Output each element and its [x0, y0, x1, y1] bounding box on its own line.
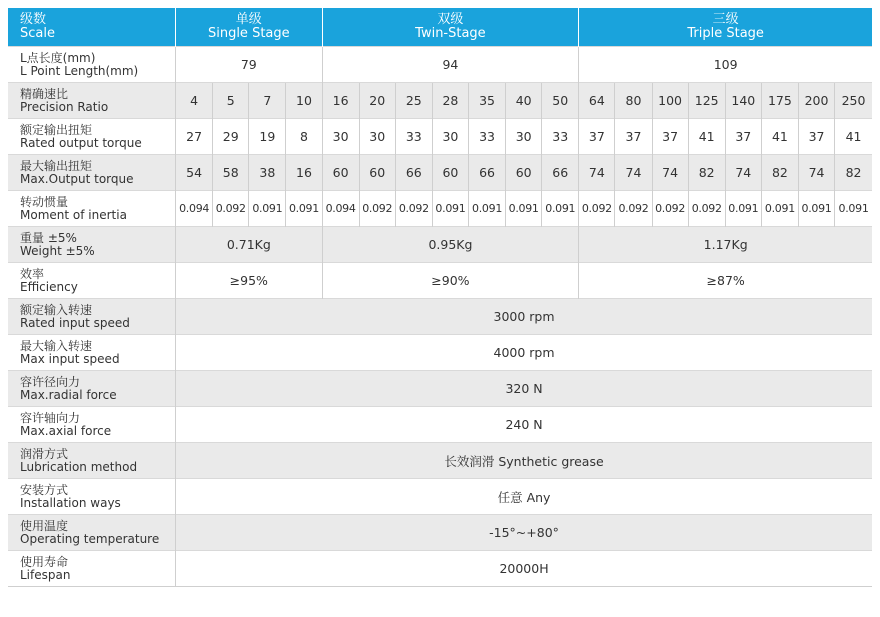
- value-cell: 0.092: [652, 191, 688, 227]
- row-length: [8, 47, 872, 83]
- row-label-en: Max.axial force: [20, 423, 112, 438]
- value-cell: 74: [725, 155, 761, 191]
- row-ratio: [8, 83, 872, 119]
- value-cell: 0.092: [688, 191, 725, 227]
- value-cell: 0.091: [761, 191, 798, 227]
- value-cell: 100: [652, 83, 688, 119]
- value-cell: 37: [725, 119, 761, 155]
- value-cell: 38: [249, 155, 286, 191]
- merged-value-cell: 任意 Any: [176, 479, 872, 515]
- row-label-zh: 最大输入转速: [20, 338, 93, 353]
- value-cell: 25: [395, 83, 432, 119]
- value-cell: 40: [506, 83, 542, 119]
- group-value-cell: 94: [322, 47, 579, 83]
- value-cell: 250: [835, 83, 872, 119]
- value-cell: 74: [579, 155, 615, 191]
- value-cell: 0.094: [322, 191, 359, 227]
- value-cell: 7: [249, 83, 286, 119]
- value-cell: 0.092: [615, 191, 652, 227]
- value-cell: 140: [725, 83, 761, 119]
- value-cell: 0.092: [359, 191, 395, 227]
- row-efficiency: [8, 263, 872, 299]
- value-cell: 28: [432, 83, 468, 119]
- row-label: [8, 263, 176, 299]
- value-cell: 82: [688, 155, 725, 191]
- row-rated-torque: [8, 119, 872, 155]
- value-cell: 0.092: [213, 191, 249, 227]
- value-cell: 0.091: [286, 191, 322, 227]
- row-label: [8, 83, 176, 119]
- group-value-cell: 109: [579, 47, 872, 83]
- value-cell: 54: [176, 155, 213, 191]
- header-scale: 级数 Scale: [8, 8, 176, 47]
- row-label-en: Lifespan: [20, 567, 71, 582]
- group-value-cell: 0.95Kg: [322, 227, 579, 263]
- row-label-zh: 额定输入转速: [20, 302, 93, 317]
- value-cell: 60: [322, 155, 359, 191]
- value-cell: 30: [506, 119, 542, 155]
- value-cell: 19: [249, 119, 286, 155]
- value-cell: 0.091: [249, 191, 286, 227]
- value-cell: 37: [579, 119, 615, 155]
- value-cell: 16: [286, 155, 322, 191]
- row-label-en: Efficiency: [20, 279, 78, 294]
- value-cell: 35: [468, 83, 505, 119]
- value-cell: 0.091: [725, 191, 761, 227]
- row-installation: [8, 479, 872, 515]
- row-label-en: Installation ways: [20, 495, 121, 510]
- row-label: [8, 227, 176, 263]
- row-label: [8, 371, 176, 407]
- group-value-cell: ≥95%: [176, 263, 322, 299]
- row-label-en: Moment of inertia: [20, 207, 127, 222]
- value-cell: 29: [213, 119, 249, 155]
- row-label-en: Lubrication method: [20, 459, 138, 474]
- row-lubrication: [8, 443, 872, 479]
- value-cell: 0.091: [506, 191, 542, 227]
- value-cell: 74: [615, 155, 652, 191]
- group-value-cell: 1.17Kg: [579, 227, 872, 263]
- merged-value-cell: -15°~+80°: [176, 515, 872, 551]
- value-cell: 58: [213, 155, 249, 191]
- value-cell: 41: [835, 119, 872, 155]
- row-rated-speed: [8, 299, 872, 335]
- value-cell: 4: [176, 83, 213, 119]
- value-cell: 125: [688, 83, 725, 119]
- row-label-zh: 使用温度: [20, 518, 69, 533]
- row-label: [8, 551, 176, 587]
- value-cell: 175: [761, 83, 798, 119]
- value-cell: 60: [359, 155, 395, 191]
- value-cell: 8: [286, 119, 322, 155]
- value-cell: 0.091: [542, 191, 579, 227]
- value-cell: 66: [395, 155, 432, 191]
- row-inertia: [8, 191, 872, 227]
- value-cell: 82: [835, 155, 872, 191]
- row-label-zh: 安装方式: [20, 482, 69, 497]
- merged-value-cell: 320 N: [176, 371, 872, 407]
- value-cell: 37: [798, 119, 834, 155]
- row-label-en: L Point Length(mm): [20, 63, 139, 78]
- row-label-en: Max input speed: [20, 351, 120, 366]
- row-label: [8, 155, 176, 191]
- row-label: [8, 119, 176, 155]
- header-twin-stage: 双级 Twin-Stage: [322, 8, 579, 47]
- row-label-zh: 最大输出扭矩: [20, 158, 93, 173]
- row-label-zh: 重量 ±5%: [20, 230, 77, 245]
- value-cell: 37: [615, 119, 652, 155]
- row-label-en: Rated input speed: [20, 315, 130, 330]
- row-label: [8, 515, 176, 551]
- row-label-zh: 容许径向力: [20, 374, 81, 389]
- row-radial: [8, 371, 872, 407]
- merged-value-cell: 4000 rpm: [176, 335, 872, 371]
- value-cell: 60: [506, 155, 542, 191]
- group-value-cell: 79: [176, 47, 322, 83]
- row-label-zh: 转动惯量: [20, 194, 69, 209]
- value-cell: 30: [432, 119, 468, 155]
- value-cell: 0.092: [579, 191, 615, 227]
- row-label: [8, 47, 176, 83]
- value-cell: 80: [615, 83, 652, 119]
- value-cell: 30: [322, 119, 359, 155]
- row-label: [8, 299, 176, 335]
- row-label: [8, 191, 176, 227]
- value-cell: 27: [176, 119, 213, 155]
- row-label-en: Operating temperature: [20, 531, 160, 546]
- row-temperature: [8, 515, 872, 551]
- header-single-stage: 单级 Single Stage: [176, 8, 322, 47]
- merged-value-cell: 3000 rpm: [176, 299, 872, 335]
- value-cell: 64: [579, 83, 615, 119]
- row-label: [8, 443, 176, 479]
- row-label-zh: 精确速比: [20, 86, 69, 101]
- value-cell: 66: [468, 155, 505, 191]
- value-cell: 200: [798, 83, 834, 119]
- spec-table: [8, 8, 872, 587]
- row-label-en: Weight ±5%: [20, 243, 95, 258]
- row-label-zh: 效率: [20, 266, 45, 281]
- value-cell: 41: [688, 119, 725, 155]
- value-cell: 5: [213, 83, 249, 119]
- row-label: [8, 479, 176, 515]
- value-cell: 16: [322, 83, 359, 119]
- value-cell: 37: [652, 119, 688, 155]
- row-max-speed: [8, 335, 872, 371]
- value-cell: 0.092: [395, 191, 432, 227]
- row-label-zh: L点长度(mm): [20, 50, 96, 65]
- header-row: [8, 8, 872, 47]
- value-cell: 33: [468, 119, 505, 155]
- value-cell: 0.091: [432, 191, 468, 227]
- row-lifespan: [8, 551, 872, 587]
- value-cell: 20: [359, 83, 395, 119]
- merged-value-cell: 长效润滑 Synthetic grease: [176, 443, 872, 479]
- merged-value-cell: 20000H: [176, 551, 872, 587]
- value-cell: 0.094: [176, 191, 213, 227]
- row-label: [8, 335, 176, 371]
- value-cell: 50: [542, 83, 579, 119]
- header-triple-stage: 三级 Triple Stage: [579, 8, 872, 47]
- row-max-torque: [8, 155, 872, 191]
- value-cell: 74: [798, 155, 834, 191]
- row-label-zh: 润滑方式: [20, 446, 69, 461]
- group-value-cell: ≥90%: [322, 263, 579, 299]
- value-cell: 0.091: [798, 191, 834, 227]
- value-cell: 33: [395, 119, 432, 155]
- value-cell: 82: [761, 155, 798, 191]
- value-cell: 66: [542, 155, 579, 191]
- row-label-en: Rated output torque: [20, 135, 142, 150]
- row-axial: [8, 407, 872, 443]
- row-label-en: Max.radial force: [20, 387, 117, 402]
- group-value-cell: ≥87%: [579, 263, 872, 299]
- value-cell: 30: [359, 119, 395, 155]
- value-cell: 0.091: [468, 191, 505, 227]
- value-cell: 33: [542, 119, 579, 155]
- value-cell: 41: [761, 119, 798, 155]
- group-value-cell: 0.71Kg: [176, 227, 322, 263]
- value-cell: 60: [432, 155, 468, 191]
- merged-value-cell: 240 N: [176, 407, 872, 443]
- row-label: [8, 407, 176, 443]
- row-label-zh: 使用寿命: [20, 554, 69, 569]
- value-cell: 10: [286, 83, 322, 119]
- row-label-en: Precision Ratio: [20, 99, 109, 114]
- row-label-zh: 容许轴向力: [20, 410, 81, 425]
- value-cell: 74: [652, 155, 688, 191]
- row-weight: [8, 227, 872, 263]
- row-label-en: Max.Output torque: [20, 171, 134, 186]
- row-label-zh: 额定输出扭矩: [20, 122, 93, 137]
- value-cell: 0.091: [835, 191, 872, 227]
